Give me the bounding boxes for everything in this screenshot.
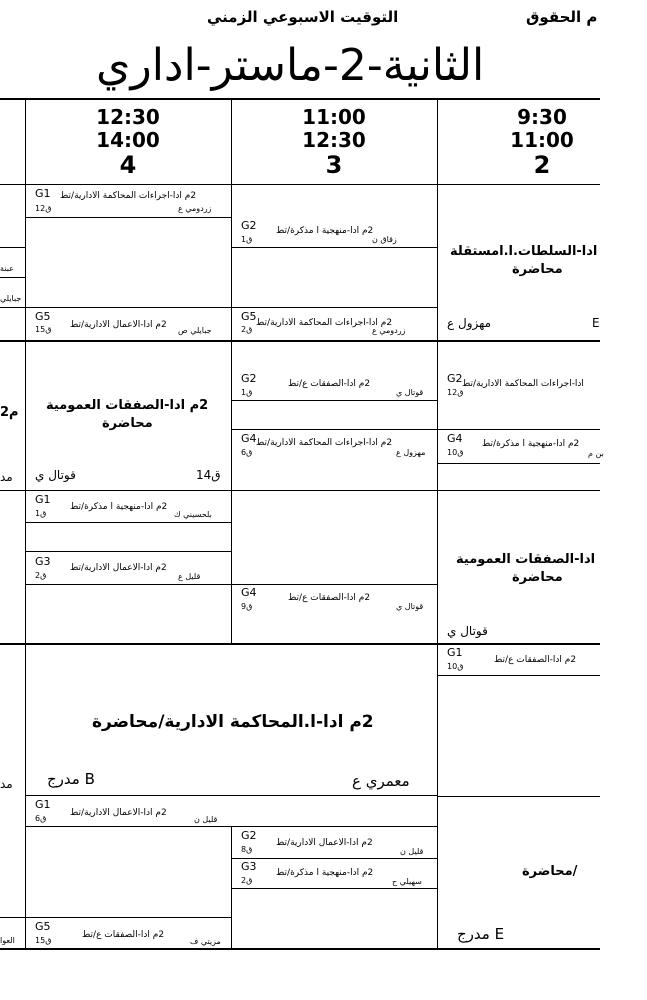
room-label: ق12 [35,204,52,213]
left-fragment: مد [0,470,13,484]
professor-label: مهزول ع [396,448,426,457]
professor-label: زقاق ن [372,235,397,244]
room-label: ق12 [447,388,464,397]
professor-label: مزيتي ف [190,937,221,946]
subject-label: 2م ادا-منهجية ا مذكرة/تط [276,868,374,878]
subject-label: 2م ادا-اجراءات المحاكمة الادارية/تط [60,191,197,201]
hall-label: مدرج B [47,770,95,788]
lecture-type: /محاضرة [522,864,578,879]
room-label: ق10 [447,662,464,671]
room-label: ق1 [35,509,47,518]
room-label: ق1 [241,235,253,244]
group-label: G4 [447,432,463,445]
hall-label: E [592,316,600,330]
group-label: G5 [241,310,257,323]
lecture-type: محاضرة [512,570,563,585]
room-label: ق9 [241,602,253,611]
subject-label: 2م ادا-الاعمال الادارية/تط [276,838,373,848]
room-label: ق1 [241,388,253,397]
subject-label: 2م ادا-منهجية ا مذكرة/تط [482,439,580,449]
room-label: ق6 [241,448,253,457]
subject-label: 2م ادا-الاعمال الادارية/تط [70,808,167,818]
room-label: ق10 [447,448,464,457]
group-label: G3 [35,555,51,568]
professor-label: قوتال ي [396,388,424,397]
subject-label: 2م ادا-الصفقات ع/تط [288,379,371,389]
slot-header-2: 9:30 11:00 2 [510,105,574,179]
lecture-title: ادا-السلطات.ا.امستقلة [450,244,598,259]
left-fragment: العوا [0,936,15,945]
subject-label: 2م ادا-اجراءات المحاكمة الادارية/تط [256,318,393,328]
lecture-title: 2م ادا-ا.المحاكمة الادارية/محاضرة [92,712,374,732]
group-label: G2 [241,219,257,232]
subject-label: 2م ادا-الاعمال الادارية/تط [70,320,167,330]
professor-label: قوتال ي [35,468,76,482]
group-label: G5 [35,920,51,933]
room-label: ق15 [35,936,52,945]
room-label: ق2 [35,571,47,580]
professor-label: زردومي ع [178,204,212,213]
schedule-label: التوقيت الاسبوعي الزمني [207,8,399,26]
group-label: G1 [35,187,51,200]
professor-label: قوتال ي [447,624,488,638]
group-label: G3 [241,860,257,873]
lecture-title: 2م ادا-الصفقات العمومية [46,398,209,413]
subject-label: 2م ادا-اجراءات المحاكمة الادارية/تط [256,438,393,448]
department-label: م الحقوق [526,8,598,26]
group-label: G2 [241,372,257,385]
group-label: G1 [447,646,463,659]
group-label: G2 [241,829,257,842]
group-label: G5 [35,310,51,323]
group-label: G1 [35,798,51,811]
group-label: G2 [447,372,463,385]
professor-label: قليل ع [178,572,201,581]
professor-label: قليل ن [400,847,424,856]
left-fragment: عبنة [0,264,14,273]
group-label: G4 [241,586,257,599]
group-label: G4 [241,432,257,445]
room-label: ق2 [241,876,253,885]
slot-header-3: 11:00 12:30 3 [302,105,366,179]
group-label: G1 [35,493,51,506]
subject-label: 2م ادا-الصفقات ع/تط [82,930,165,940]
lecture-type: محاضرة [512,262,563,277]
professor-label: سهيلي ح [392,877,422,886]
lecture-type: محاضرة [102,416,153,431]
subject-label: 2م ادا-منهجية ا مذكرة/تط [276,226,374,236]
room-label: ق15 [35,325,52,334]
professor-label: بلحسيني ك [174,510,212,519]
subject-label: 2م ادا-الصفقات ع/تط [494,655,577,665]
lecture-title: ادا-الصفقات العمومية [456,552,596,567]
left-fragment: 2م [0,405,19,420]
subject-label: 2م ادا-الاعمال الادارية/تط [70,563,167,573]
professor-label: بن م [588,449,604,458]
room-label: ق2 [241,325,253,334]
professor-label: قليل ن [194,815,218,824]
left-fragment: مد [0,777,13,791]
professor-label: مهزول ع [447,316,492,330]
left-fragment: جبايلي [0,294,22,303]
hall-label: مدرج E [457,925,505,943]
professor-label: معمري ع [352,772,410,790]
room-label: ق14 [196,468,221,482]
slot-header-4: 12:30 14:00 4 [96,105,160,179]
room-label: ق8 [241,845,253,854]
room-label: ق6 [35,814,47,823]
subject-label: ادا-اجراءات المحاكمة الادارية/تط [462,379,584,389]
professor-label: جبايلي ص [178,326,212,335]
subject-label: 2م ادا-الصفقات ع/تط [288,593,371,603]
professor-label: قوتال ي [396,602,424,611]
class-title: الثانية-2-ماستر-اداري [96,40,485,91]
subject-label: 2م ادا-منهجية ا مذكرة/تط [70,502,168,512]
professor-label: زردومي ع [372,326,406,335]
